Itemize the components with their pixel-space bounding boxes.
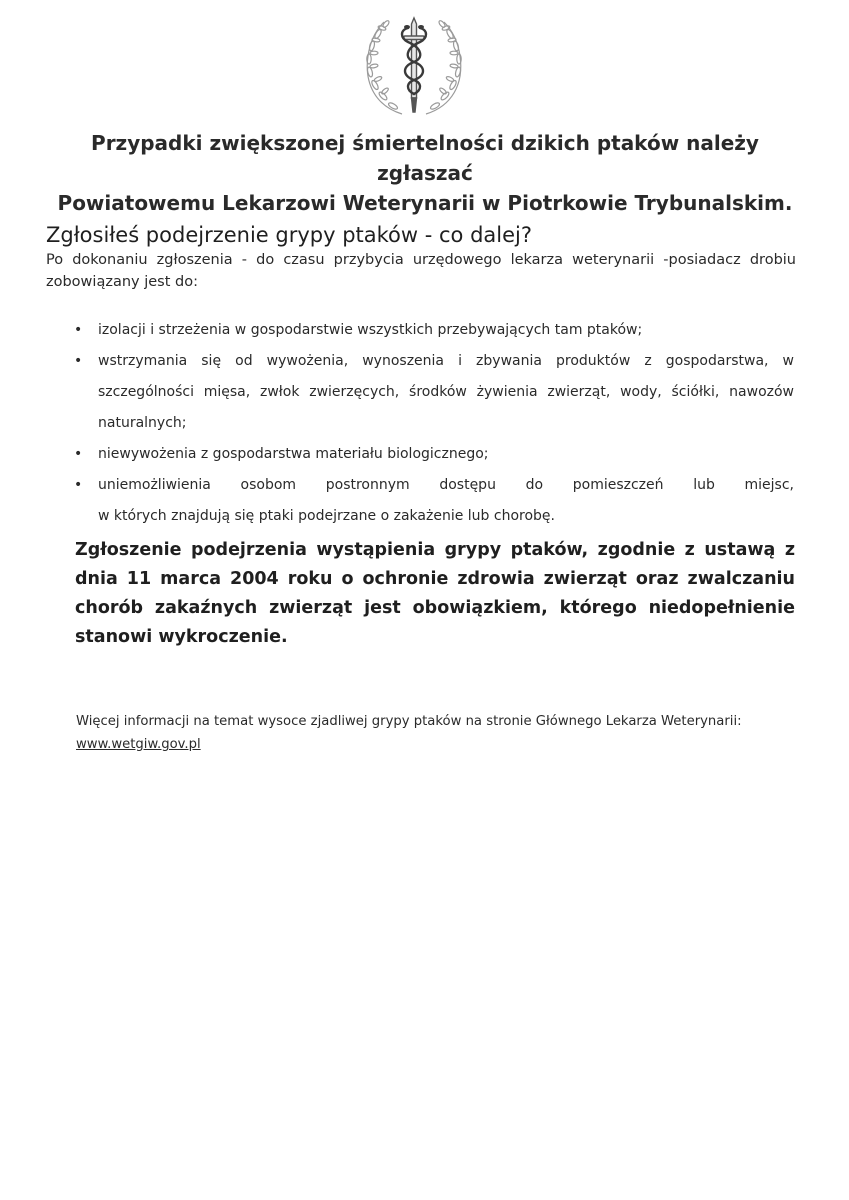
title-line-2: Powiatowemu Lekarzowi Weterynarii w Piotrkowie Trybunalskim.: [57, 191, 793, 215]
list-item: [74, 439, 794, 470]
list-item-text-continuation: w których znajdują się ptaki podejrzane o zakażenie lub chorobę.: [98, 508, 555, 524]
more-info-paragraph: [76, 710, 798, 756]
list-item-text: uniemożliwienia osobom postronnym dostępu do pomieszczeń lub miejsc,: [98, 477, 794, 493]
bullet-icon: •: [74, 477, 83, 493]
bullet-icon: •: [74, 446, 83, 462]
gov-website-link[interactable]: www.wetgiw.gov.pl: [76, 737, 201, 752]
list-item: [74, 315, 794, 346]
more-info-text: Więcej informacji na temat wysoce zjadliwej grypy ptaków na stronie Głównego Lekarza Weterynarii:: [76, 714, 742, 729]
list-item: [74, 346, 794, 439]
list-item-text: niewywożenia z gospodarstwa materiału biologicznego;: [98, 446, 489, 462]
section-heading: Zgłosiłeś podejrzenie grypy ptaków - co dalej?: [46, 223, 533, 247]
list-item-text: izolacji i strzeżenia w gospodarstwie wszystkich przebywających tam ptaków;: [98, 322, 643, 338]
duties-list: [74, 315, 794, 532]
list-item-text: wstrzymania się od wywożenia, wynoszenia i zbywania produktów z gospodarstwa, w szczególności mięsa, zwłok zwierzęcych, środków żywienia zwierząt, wody, ściółki, nawozów naturalnych;: [98, 353, 794, 431]
caduceus-laurel-emblem-icon: [358, 14, 470, 120]
legal-notice: Zgłoszenie podejrzenia wystąpienia grypy ptaków, zgodnie z ustawą z dnia 11 marca 2004 roku o ochronie zdrowia zwierząt oraz zwalczaniu chorób zakaźnych zwierząt jest obowiązkiem, którego niedopełnienie stanowi wykroczenie.: [75, 540, 795, 647]
bullet-icon: •: [74, 353, 83, 369]
title-line-1: Przypadki zwiększonej śmiertelności dzikich ptaków należy zgłaszać: [91, 131, 759, 185]
intro-paragraph: Po dokonaniu zgłoszenia - do czasu przybycia urzędowego lekarza weterynarii -posiadacz drobiu zobowiązany jest do:: [46, 252, 796, 290]
bullet-icon: •: [74, 322, 83, 338]
document-title: [40, 128, 810, 218]
list-item: [74, 470, 794, 532]
